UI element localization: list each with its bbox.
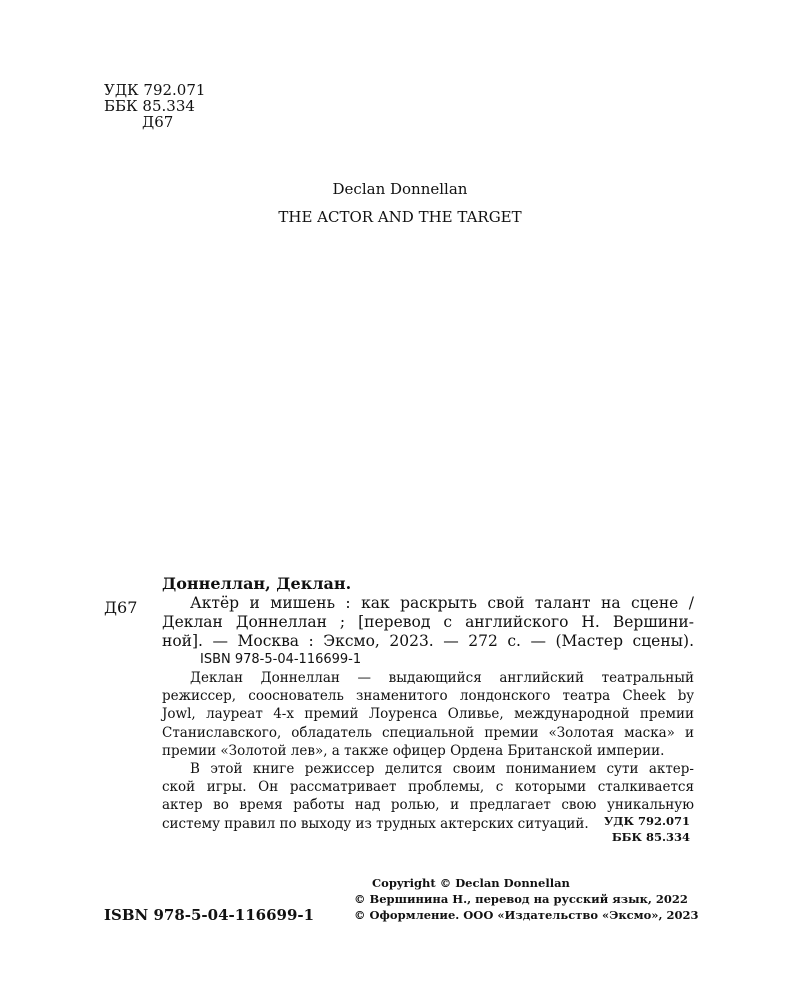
card-udk-code: УДК 792.071	[603, 814, 690, 828]
card-description-line: ной]. — Москва : Эксмо, 2023. — 272 с. — (Мастер сцены).	[162, 632, 694, 650]
annotation-line: актер во время работы над ролью, и предлагает свою уникальную	[162, 797, 694, 814]
original-author: Declan Donnellan	[332, 180, 468, 198]
copyright-line: © Вершинина Н., перевод на русский язык, 2022	[354, 892, 688, 906]
card-classification-codes	[560, 813, 690, 845]
card-description	[162, 594, 694, 651]
annotation-line: ской игры. Он рассматривает проблемы, с которыми сталкивается	[162, 779, 694, 796]
card-isbn: ISBN 978-5-04-116699-1	[200, 652, 362, 667]
annotation-line: В этой книге режиссер делится своим пониманием сути актер-	[190, 760, 694, 777]
annotation-line: премии «Золотой лев», а также офицер Ордена Британской империи.	[162, 742, 665, 759]
top-classification-codes	[104, 82, 205, 130]
footer-isbn: ISBN 978-5-04-116699-1	[104, 906, 315, 924]
author-mark: Д67	[142, 113, 174, 131]
card-heading: Доннеллан, Деклан.	[162, 574, 352, 593]
original-title: THE ACTOR AND THE TARGET	[278, 208, 522, 226]
copyright-block	[354, 875, 699, 923]
copyright-line: Copyright © Declan Donnellan	[372, 876, 570, 890]
card-description-line: Деклан Доннеллан ; [перевод с английского Н. Вершини-	[162, 613, 694, 631]
annotation-line: режиссер, сооснователь знаменитого лондонского театра Cheek by	[162, 688, 694, 705]
annotation-line: Jowl, лауреат 4-х премий Лоуренса Оливье, международной премии	[162, 706, 694, 723]
annotation	[162, 669, 694, 833]
bbk-code: ББК 85.334	[104, 97, 195, 115]
annotation-line: Станиславского, обладатель специальной премии «Золотая маска» и	[162, 724, 694, 741]
copyright-line: © Оформление. ООО «Издательство «Эксмо», 2023	[354, 908, 699, 922]
card-description-line: Актёр и мишень : как раскрыть свой талант на сцене /	[190, 594, 694, 612]
card-author-mark: Д67	[104, 598, 138, 617]
annotation-line: Деклан Доннеллан — выдающийся английский театральный	[190, 670, 694, 686]
udk-code: УДК 792.071	[104, 81, 206, 99]
annotation-line: систему правил по выходу из трудных актерских ситуаций.	[162, 815, 589, 832]
card-bbk-code: ББК 85.334	[611, 830, 690, 844]
